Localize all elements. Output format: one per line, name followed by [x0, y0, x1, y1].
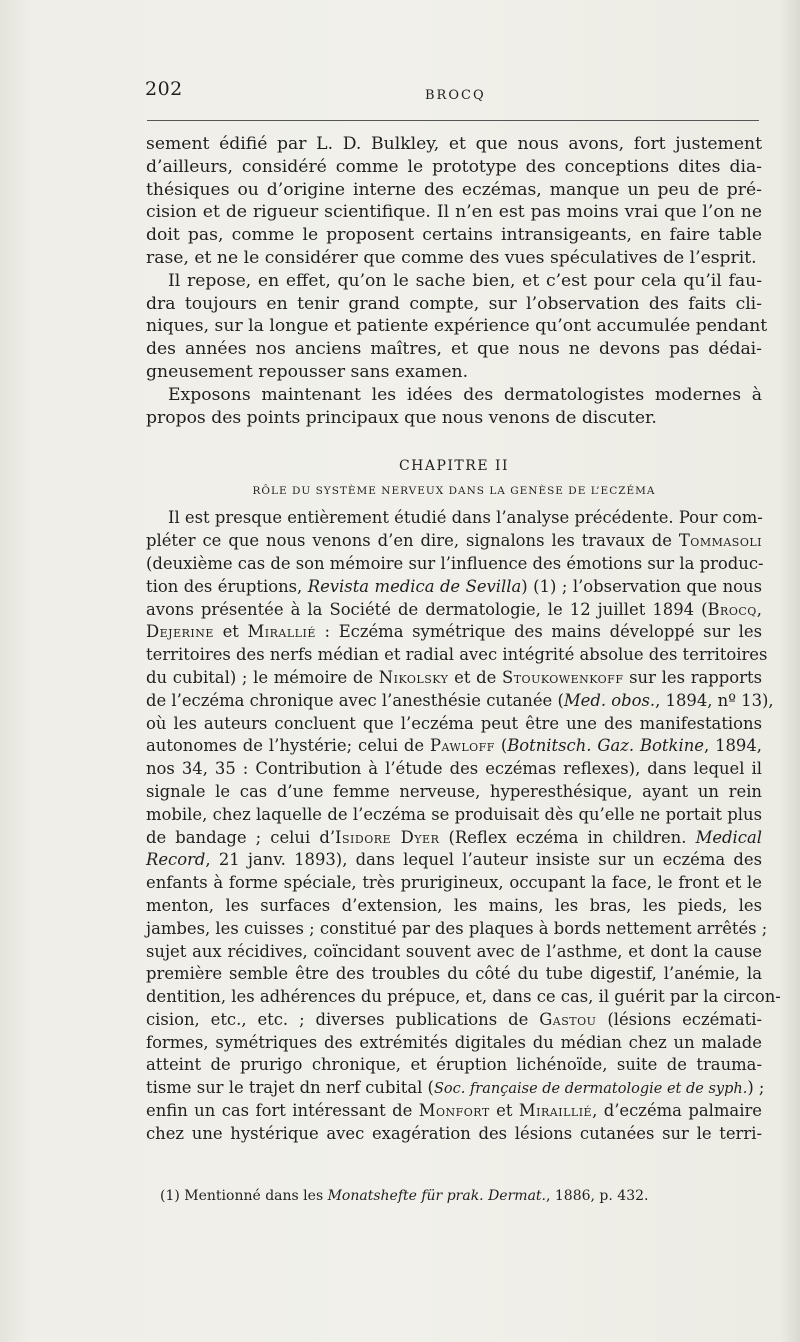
- chapter-subtitle: RÔLE DU SYSTÈME NERVEUX DANS LA GENÈSE DE L’ECZÉMA: [252, 485, 656, 498]
- author-name: Pawloff: [430, 736, 495, 756]
- chapter-title: CHAPITRE II: [398, 458, 510, 475]
- citation-title: Monatshefte für prak. Dermat.: [327, 1188, 546, 1204]
- text-line: doit pas, comme le proposent certains intransigeants, en faire table: [146, 225, 762, 246]
- text-line: Record, 21 janv. 1893), dans lequel l’auteur insiste sur un eczéma des: [146, 850, 762, 870]
- citation-title: Botnitsch. Gaz. Botkine: [507, 736, 704, 756]
- page-header: [145, 78, 760, 108]
- author-name: Tommasoli: [678, 531, 762, 551]
- citation-title: Soc. française de dermatologie et de syph.: [433, 1081, 748, 1098]
- text-line: enfin un cas fort intéressant de Monfort et Miraillié, d’eczéma palmaire: [146, 1101, 762, 1121]
- paragraph-1: [146, 133, 762, 270]
- running-head: BROCQ: [425, 88, 486, 103]
- text-line: mobile, chez laquelle de l’eczéma se produisait dès qu’elle ne portait plus: [146, 804, 762, 824]
- text-line: jambes, les cuisses ; constitué par des plaques à bords nettement arrêtés ;: [146, 918, 768, 938]
- text-line: tisme sur le trajet dn nerf cubital (Soc. française de dermatologie et de syph.) ;: [146, 1078, 765, 1098]
- text-line: (deuxième cas de son mémoire sur l’influence des émotions sur la produc-: [146, 553, 764, 573]
- text-line: Il repose, en effet, qu’on le sache bien, et c’est pour cela qu’il fau-: [168, 270, 762, 291]
- paragraph-3: [146, 384, 762, 430]
- citation-title: Record: [146, 850, 206, 870]
- text-line: nos 34, 35 : Contribution à l’étude des eczémas reflexes), dans lequel il: [146, 759, 762, 779]
- text-line: sujet aux récidives, coïncidant souvent avec de l’asthme, et dont la cause: [146, 941, 762, 961]
- text-line: cision et de rigueur scientifique. Il n’en est pas moins vrai que l’on ne: [146, 202, 762, 223]
- author-name: Mirallié: [247, 622, 316, 642]
- text-line: tion des éruptions, Revista medica de Sevilla) (1) ; l’observation que nous: [146, 576, 762, 596]
- text-line: pléter ce que nous venons d’en dire, signalons les travaux de Tommasoli: [146, 531, 762, 551]
- author-name: Monfort: [418, 1101, 490, 1121]
- author-name: Nikolsky: [378, 667, 449, 687]
- text-line: Il est presque entièrement étudié dans l’analyse précédente. Pour com-: [168, 508, 763, 528]
- text-line: enfants à forme spéciale, très prurigineux, occupant la face, le front et le: [146, 873, 762, 893]
- citation-title: Medical: [695, 827, 762, 847]
- text-line: des années nos anciens maîtres, et que nous ne devons pas dédai-: [146, 339, 762, 360]
- text-line: autonomes de l’hystérie; celui de Pawloff (Botnitsch. Gaz. Botkine, 1894,: [146, 736, 762, 756]
- text-line: avons présentée à la Société de dermatologie, le 12 juillet 1894 (Brocq,: [146, 599, 762, 619]
- text-line: Dejerine et Mirallié : Eczéma symétrique des mains développé sur les: [146, 622, 762, 642]
- text-line: dra toujours en tenir grand compte, sur l’observation des faits cli-: [146, 293, 762, 314]
- text-line: du cubital) ; le mémoire de Nikolsky et de Stoukowenkoff sur les rapports: [146, 667, 762, 687]
- spacer: [146, 429, 762, 451]
- header-rule: [147, 120, 759, 121]
- text-line: première semble être des troubles du côté du tube digestif, l’anémie, la: [146, 964, 762, 984]
- text-line: formes, symétriques des extrémités digitales du médian chez un malade: [146, 1032, 762, 1052]
- text-line: de bandage ; celui d’Isidore Dyer (Reflex eczéma in children. Medical: [146, 827, 762, 847]
- text-line: d’ailleurs, considéré comme le prototype des conceptions dites dia-: [146, 156, 762, 177]
- text-line: niques, sur la longue et patiente expérience qu’ont accumulée pendant: [146, 316, 768, 337]
- page-number: 202: [145, 78, 183, 100]
- author-name: Gastou: [539, 1009, 597, 1029]
- author-name: Brocq: [707, 599, 757, 619]
- footnote: (1) Mentionné dans les Monatshefte für prak. Dermat., 1886, p. 432.: [160, 1188, 649, 1204]
- text-line: gneusement repousser sans examen.: [146, 361, 469, 382]
- text-line: menton, les surfaces d’extension, les mains, les bras, les pieds, les: [146, 895, 762, 915]
- text-line: rase, et ne le considérer que comme des vues spéculatives de l’esprit.: [146, 247, 757, 268]
- text-line: atteint de prurigo chronique, et éruption lichénoïde, suite de trauma-: [146, 1055, 762, 1075]
- author-name: Miraillié: [518, 1101, 593, 1121]
- text-line: où les auteurs concluent que l’eczéma peut être une des manifestations: [146, 713, 762, 733]
- author-name: Isidore Dyer: [335, 827, 440, 847]
- text-line: sement édifié par L. D. Bulkley, et que nous avons, fort justement: [146, 134, 762, 154]
- text-line: Exposons maintenant les idées des dermatologistes modernes à: [168, 384, 762, 405]
- paragraph-4: [146, 507, 781, 1145]
- citation-title: Med. obos.: [563, 690, 656, 710]
- text-line: thésiques ou d’origine interne des eczémas, manque un peu de pré-: [146, 179, 762, 200]
- text-line: propos des points principaux que nous venons de discuter.: [146, 407, 657, 428]
- paragraph-2: [146, 270, 768, 384]
- text-line: signale le cas d’une femme nerveuse, hyperesthésique, ayant un rein: [146, 781, 762, 801]
- author-name: Stoukowenkoff: [501, 667, 624, 687]
- body-text: [146, 133, 781, 1146]
- author-name: Dejerine: [146, 622, 214, 642]
- text-line: cision, etc., etc. ; diverses publications de Gastou (lésions eczémati-: [146, 1009, 762, 1029]
- text-line: dentition, les adhérences du prépuce, et, dans ce cas, il guérit par la circon-: [146, 987, 781, 1007]
- text-line: chez une hystérique avec exagération des lésions cutanées sur le terri-: [146, 1123, 762, 1143]
- text-line: territoires des nerfs médian et radial avec intégrité absolue des territoires: [146, 645, 768, 665]
- citation-title: Revista medica de Sevilla: [307, 576, 522, 596]
- text-line: de l’eczéma chronique avec l’anesthésie cutanée (Med. obos., 1894, nº 13),: [146, 690, 774, 710]
